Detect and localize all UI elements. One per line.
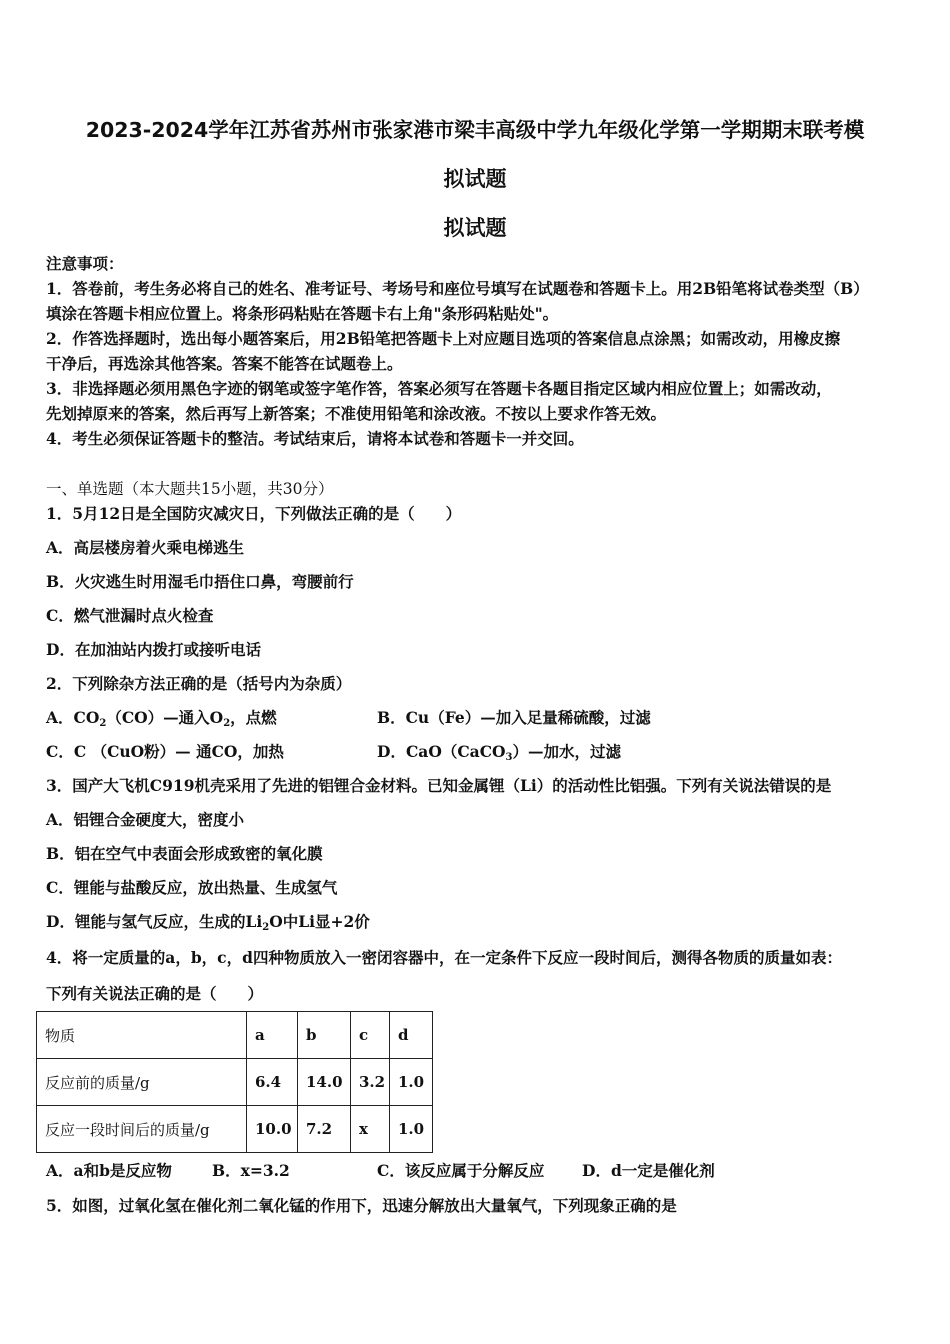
table-cell: 10.0 <box>247 1106 298 1153</box>
q4-option-a: A．a和b是反应物 <box>46 1161 172 1180</box>
q3-option-c: C．锂能与盐酸反应，放出热量、生成氢气 <box>46 878 338 897</box>
exam-title-line1: 2023-2024学年江苏省苏州市张家港市梁丰高级中学九年级化学第一学期期末联考模 <box>85 118 865 142</box>
q4-stem-continued: 下列有关说法正确的是（ ） <box>46 984 264 1003</box>
q1-option-c: C．燃气泄漏时点火检查 <box>46 606 214 625</box>
notice-line: 4．考生必须保证答题卡的整洁。考试结束后，请将本试卷和答题卡一并交回。 <box>46 429 584 448</box>
q2-option-a: A．$CO_2(CO)—$通入$O_2$，点燃 <box>46 708 277 729</box>
table-row <box>37 1106 433 1153</box>
q1-option-d: D．在加油站内拨打或接听电话 <box>46 640 261 659</box>
table-cell: 1.0 <box>390 1106 433 1153</box>
q4-option-d: D．d一定是催化剂 <box>582 1161 715 1180</box>
table-cell: 14.0 <box>298 1059 351 1106</box>
table-cell: 3.2 <box>351 1059 390 1106</box>
q2-option-c: C．C （CuO粉）— 通CO，加热 <box>46 742 284 761</box>
notice-line: 先划掉原来的答案，然后再写上新答案；不准使用铅笔和涂改液。不按以上要求作答无效。 <box>46 404 667 423</box>
table-cell: a <box>247 1012 298 1059</box>
table-cell: 6.4 <box>247 1059 298 1106</box>
table-cell: c <box>351 1012 390 1059</box>
notice-heading: 注意事项： <box>46 254 124 273</box>
table-row <box>37 1059 433 1106</box>
exam-title-line2: 拟试题 <box>443 167 507 191</box>
q2-stem: 2．下列除杂方法正确的是（括号内为杂质） <box>46 674 352 693</box>
exam-title-line3: 拟试题 <box>443 216 507 240</box>
q3-stem: 3．国产大飞机C919机壳采用了先进的铝锂合金材料。已知金属锂（Li）的活动性比铝强。下列有关说法错误的是 <box>46 776 832 795</box>
table-cell: x <box>351 1106 390 1153</box>
table-cell: 1.0 <box>390 1059 433 1106</box>
q2-option-d: D．CaO（CaCO$_3$）—加水，过滤 <box>377 742 622 763</box>
table-cell: d <box>390 1012 433 1059</box>
q3-option-d: D．锂能与氢气反应，生成的$Li_2O$中Li显+2价 <box>46 912 370 933</box>
notice-line: 2．作答选择题时，选出每小题答案后，用2B铅笔把答题卡上对应题目选项的答案信息点涂黑；如需改动，用橡皮擦 <box>46 329 841 348</box>
q1-option-b: B．火灾逃生时用湿毛巾捂住口鼻，弯腰前行 <box>46 572 354 591</box>
q4-option-b: B．x=3.2 <box>212 1161 290 1180</box>
table-header-row <box>37 1012 433 1059</box>
notice-line: 1．答卷前，考生务必将自己的姓名、准考证号、考场号和座位号填写在试题卷和答题卡上。用2B铅笔将试卷类型（B） <box>46 279 869 298</box>
section-heading: 一、单选题（本大题共15小题，共30分） <box>46 480 334 498</box>
q4-stem: 4．将一定质量的a，b，c，d四种物质放入一密闭容器中，在一定条件下反应一段时间后，测得各物质的质量如表： <box>46 948 842 967</box>
notice-line: 干净后，再选涂其他答案。答案不能答在试题卷上。 <box>46 354 403 373</box>
table-cell: 7.2 <box>298 1106 351 1153</box>
table-cell: 物质 <box>37 1012 247 1059</box>
q3-option-a: A．铝锂合金硬度大，密度小 <box>46 810 245 829</box>
notice-line: 填涂在答题卡相应位置上。将条形码粘贴在答题卡右上角"条形码粘贴处"。 <box>46 304 559 323</box>
q5-stem: 5．如图，过氧化氢在催化剂二氧化锰的作用下，迅速分解放出大量氧气，下列现象正确的是 <box>46 1196 677 1215</box>
mass-table <box>36 1011 433 1153</box>
table-cell: b <box>298 1012 351 1059</box>
q3-option-b: B．铝在空气中表面会形成致密的氧化膜 <box>46 844 323 863</box>
q4-option-c: C．该反应属于分解反应 <box>377 1161 545 1180</box>
notice-line: 3．非选择题必须用黑色字迹的钢笔或签字笔作答，答案必须写在答题卡各题目指定区域内相应位置上；如需改动， <box>46 379 832 398</box>
q2-option-b: B．Cu（Fe）—加入足量稀硫酸，过滤 <box>377 708 651 727</box>
table-cell: 反应一段时间后的质量/g <box>37 1106 247 1153</box>
q1-stem: 1．5月12日是全国防灾减灾日，下列做法正确的是（ ） <box>46 504 462 523</box>
q1-option-a: A．高层楼房着火乘电梯逃生 <box>46 538 245 557</box>
table-cell: 反应前的质量/g <box>37 1059 247 1106</box>
